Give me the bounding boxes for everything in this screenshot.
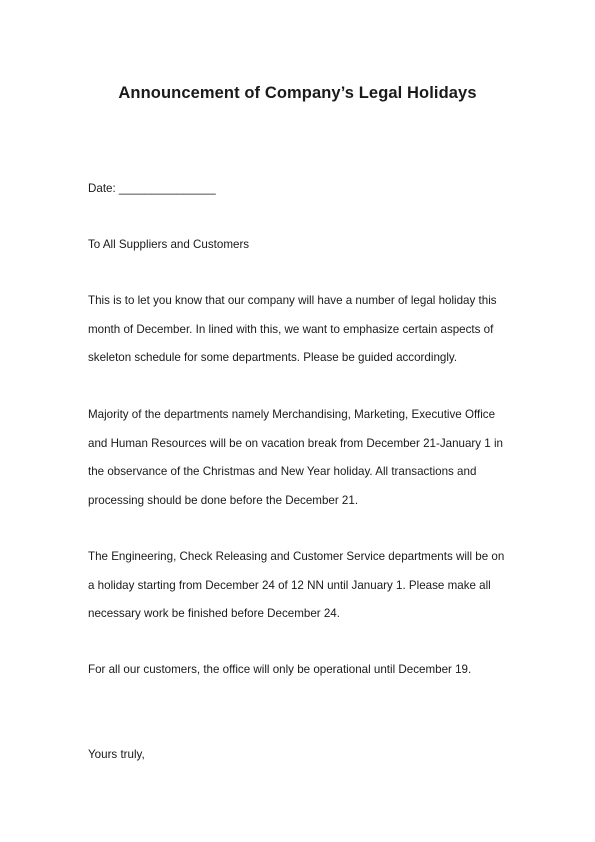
paragraph-line: and Human Resources will be on vacation break from December 21-January 1 in [88,436,504,450]
document-title: Announcement of Company’s Legal Holidays [118,84,477,102]
paragraph-line: a holiday starting from December 24 of 12 NN until January 1. Please make all [88,578,491,592]
paragraph-line: processing should be done before the December 21. [88,493,359,507]
paragraph-line: the observance of the Christmas and New Year holiday. All transactions and [88,465,477,478]
paragraph-line: For all our customers, the office will only be operational until December 19. [88,663,472,676]
paragraph-line: This is to let you know that our company will have a number of legal holiday this [88,294,497,307]
paragraph-line: skeleton schedule for some departments. Please be guided accordingly. [88,351,458,364]
addressee-line: To All Suppliers and Customers [88,238,250,251]
paragraph-line: month of December. In lined with this, we want to emphasize certain aspects of [88,322,494,336]
paragraph-line: Majority of the departments namely Merchandising, Marketing, Executive Office [88,408,496,421]
paragraph-line: necessary work be finished before December 24. [88,607,340,620]
closing-line: Yours truly, [88,748,145,761]
date-line: Date: _______________ [88,182,216,195]
paragraph-line: The Engineering, Check Releasing and Customer Service departments will be on [88,550,505,563]
